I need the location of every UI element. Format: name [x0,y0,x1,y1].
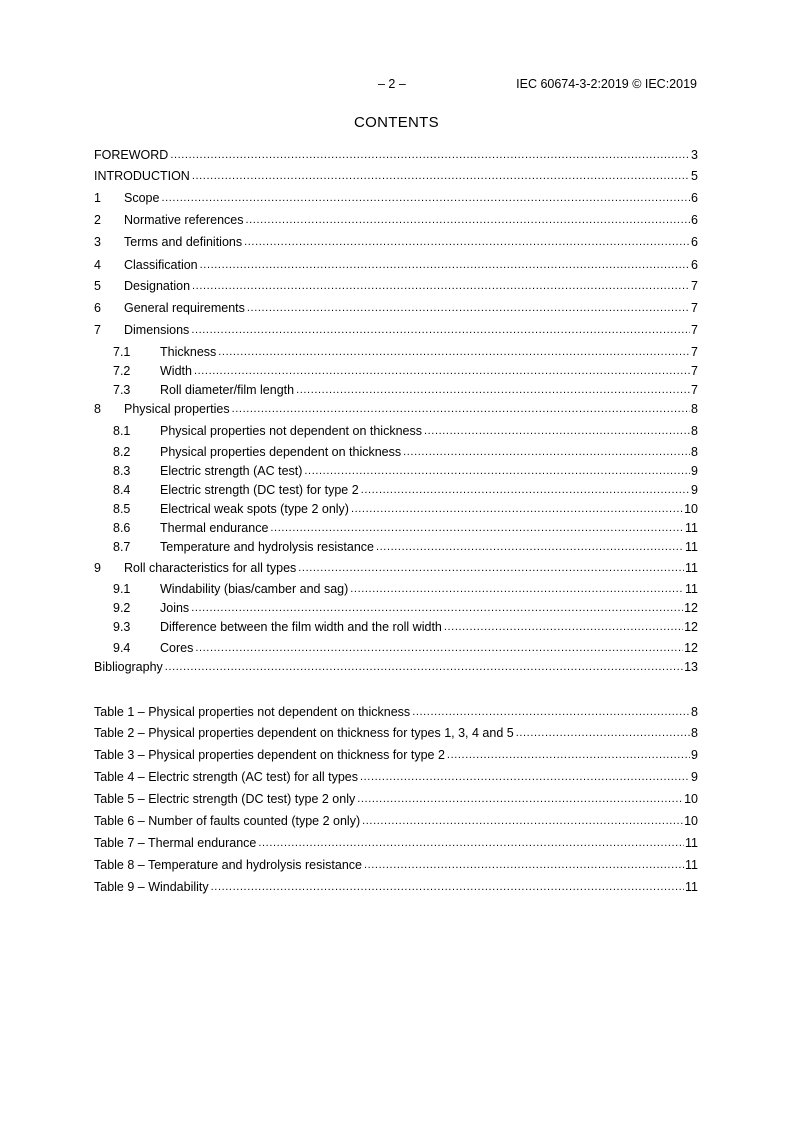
table-entry[interactable] [94,725,698,741]
table-entry-title: Table 1 – Physical properties not dependent on thickness [94,705,411,719]
dot-leader [516,725,690,741]
toc-entry-number: 7.3 [113,383,131,397]
table-entry-page: 9 [691,770,698,784]
table-entry-title: Table 9 – Windability [94,880,209,894]
toc-entry[interactable] [94,659,698,675]
toc-entry-title: Thermal endurance [160,521,269,535]
toc-entry[interactable] [94,278,698,294]
toc-entry[interactable] [113,463,698,479]
dot-leader [246,212,691,228]
toc-entry-page: 8 [691,445,698,459]
dot-leader [247,300,690,316]
toc-entry-page: 10 [684,502,698,516]
table-entry[interactable] [94,813,698,829]
toc-entry-page: 7 [691,301,698,315]
toc-entry-page: 7 [691,364,698,378]
toc-entry-page: 11 [685,582,698,596]
toc-entry-title: FOREWORD [94,148,169,162]
toc-entry-title: Width [160,364,192,378]
toc-entry-title: Roll diameter/film length [160,383,295,397]
dot-leader [195,640,683,656]
table-entry[interactable] [94,791,698,807]
toc-entry-number: 9.1 [113,582,131,596]
toc-entry-title: Cores [160,641,194,655]
table-entry[interactable] [94,769,698,785]
toc-entry-title: Electrical weak spots (type 2 only) [160,502,349,516]
table-entry-title: Table 2 – Physical properties dependent on thickness for types 1, 3, 4 and 5 [94,726,514,740]
dot-leader [403,444,690,460]
table-entry-page: 9 [691,748,698,762]
toc-entry-page: 7 [691,323,698,337]
toc-entry[interactable] [94,234,698,250]
table-entry-title: Table 4 – Electric strength (AC test) for all types [94,770,358,784]
toc-entry-number: 7.1 [113,345,131,359]
toc-entry-title: Classification [124,258,198,272]
table-entry-title: Table 5 – Electric strength (DC test) type 2 only [94,792,356,806]
dot-leader [194,363,690,379]
document-identifier: IEC 60674-3-2:2019 © IEC:2019 [516,77,697,91]
toc-entry[interactable] [113,423,698,439]
toc-entry-title: Roll characteristics for all types [124,561,297,575]
toc-entry-page: 6 [691,191,698,205]
dot-leader [165,659,683,675]
toc-entry-page: 5 [691,169,698,183]
toc-entry-number: 9.2 [113,601,131,615]
toc-entry[interactable] [113,520,698,536]
toc-entry-page: 9 [691,464,698,478]
toc-entry-number: 3 [94,235,101,249]
toc-entry-title: Dimensions [124,323,190,337]
toc-entry[interactable] [94,401,698,417]
toc-entry-title: Windability (bias/camber and sag) [160,582,349,596]
toc-entry-page: 7 [691,383,698,397]
toc-entry-title: Difference between the film width and the roll width [160,620,442,634]
toc-entry-title: INTRODUCTION [94,169,190,183]
dot-leader [192,168,690,184]
toc-entry-page: 3 [691,148,698,162]
table-entry-title: Table 3 – Physical properties dependent on thickness for type 2 [94,748,445,762]
toc-entry[interactable] [113,640,698,656]
dot-leader [412,704,690,720]
toc-entry-number: 9 [94,561,101,575]
toc-entry[interactable] [94,212,698,228]
toc-entry[interactable] [94,147,698,163]
toc-entry-title: Normative references [124,213,244,227]
toc-entry[interactable] [113,600,698,616]
dot-leader [447,747,690,763]
dot-leader [218,344,690,360]
toc-entry[interactable] [94,190,698,206]
toc-entry-page: 12 [684,601,698,615]
toc-entry-title: Joins [160,601,190,615]
dot-leader [191,600,683,616]
toc-entry-page: 11 [685,521,698,535]
toc-entry[interactable] [113,363,698,379]
toc-entry[interactable] [113,382,698,398]
toc-entry-page: 6 [691,258,698,272]
table-entry[interactable] [94,879,698,895]
toc-entry-title: Physical properties not dependent on thickness [160,424,422,438]
toc-entry[interactable] [94,257,698,273]
toc-entry-number: 8.2 [113,445,131,459]
toc-entry-title: General requirements [124,301,245,315]
toc-entry[interactable] [113,539,698,555]
table-entry-page: 10 [684,792,698,806]
toc-entry[interactable] [113,344,698,360]
toc-entry-title: Electric strength (DC test) for type 2 [160,483,359,497]
toc-entry-number: 8.5 [113,502,131,516]
dot-leader [444,619,683,635]
toc-entry-title: Bibliography [94,660,163,674]
page-number: – 2 – [378,77,406,91]
toc-entry-title: Physical properties [124,402,230,416]
toc-entry-page: 12 [684,620,698,634]
dot-leader [258,835,684,851]
table-entry[interactable] [94,704,698,720]
dot-leader [361,482,690,498]
toc-entry-number: 1 [94,191,101,205]
table-entry-page: 11 [685,880,698,894]
dot-leader [170,147,690,163]
toc-entry[interactable] [113,444,698,460]
toc-entry-page: 11 [685,540,698,554]
toc-entry-page: 8 [691,424,698,438]
toc-entry-page: 12 [684,641,698,655]
table-entry-page: 11 [685,858,698,872]
toc-entry-number: 5 [94,279,101,293]
toc-entry-number: 8 [94,402,101,416]
dot-leader [232,401,690,417]
table-entry-page: 10 [684,814,698,828]
toc-entry-number: 9.4 [113,641,131,655]
dot-leader [191,322,690,338]
dot-leader [296,382,690,398]
toc-entry-number: 8.4 [113,483,131,497]
toc-entry[interactable] [94,322,698,338]
toc-entry-page: 7 [691,345,698,359]
table-entry-title: Table 8 – Temperature and hydrolysis resistance [94,858,362,872]
dot-leader [244,234,690,250]
toc-entry-page: 8 [691,402,698,416]
toc-entry-page: 9 [691,483,698,497]
toc-entry[interactable] [94,300,698,316]
dot-leader [270,520,684,536]
toc-entry-title: Physical properties dependent on thickness [160,445,402,459]
toc-entry[interactable] [113,501,698,517]
toc-entry-page: 13 [684,660,698,674]
toc-entry[interactable] [113,482,698,498]
toc-entry-number: 9.3 [113,620,131,634]
table-entry-page: 11 [685,836,698,850]
dot-leader [192,278,690,294]
dot-leader [211,879,684,895]
toc-entry-title: Temperature and hydrolysis resistance [160,540,374,554]
toc-entry[interactable] [94,168,698,184]
contents-title: CONTENTS [354,114,439,131]
table-entry[interactable] [94,857,698,873]
dot-leader [298,560,684,576]
toc-entry-page: 7 [691,279,698,293]
toc-entry-number: 4 [94,258,101,272]
toc-entry[interactable] [113,619,698,635]
dot-leader [350,581,684,597]
toc-entry-title: Thickness [160,345,217,359]
toc-entry-number: 8.6 [113,521,131,535]
toc-entry-title: Scope [124,191,160,205]
dot-leader [200,257,690,273]
toc-entry-number: 8.3 [113,464,131,478]
toc-entry-page: 6 [691,213,698,227]
table-entry[interactable] [94,747,698,763]
toc-entry-number: 8.1 [113,424,131,438]
toc-entry-page: 6 [691,235,698,249]
toc-entry-number: 8.7 [113,540,131,554]
table-entry-page: 8 [691,726,698,740]
toc-entry-number: 2 [94,213,101,227]
toc-entry[interactable] [94,560,698,576]
dot-leader [364,857,684,873]
page-header [0,77,793,93]
table-entry[interactable] [94,835,698,851]
dot-leader [304,463,690,479]
toc-entry-page: 11 [685,561,698,575]
toc-entry-number: 7.2 [113,364,131,378]
table-entry-page: 8 [691,705,698,719]
toc-entry-title: Terms and definitions [124,235,243,249]
table-entry-title: Table 6 – Number of faults counted (type 2 only) [94,814,361,828]
dot-leader [424,423,690,439]
dot-leader [362,813,683,829]
dot-leader [357,791,683,807]
dot-leader [360,769,690,785]
toc-entry-number: 6 [94,301,101,315]
toc-entry[interactable] [113,581,698,597]
toc-entry-title: Electric strength (AC test) [160,464,303,478]
table-entry-title: Table 7 – Thermal endurance [94,836,257,850]
toc-entry-title: Designation [124,279,191,293]
toc-entry-number: 7 [94,323,101,337]
dot-leader [161,190,690,206]
dot-leader [376,539,684,555]
dot-leader [351,501,683,517]
